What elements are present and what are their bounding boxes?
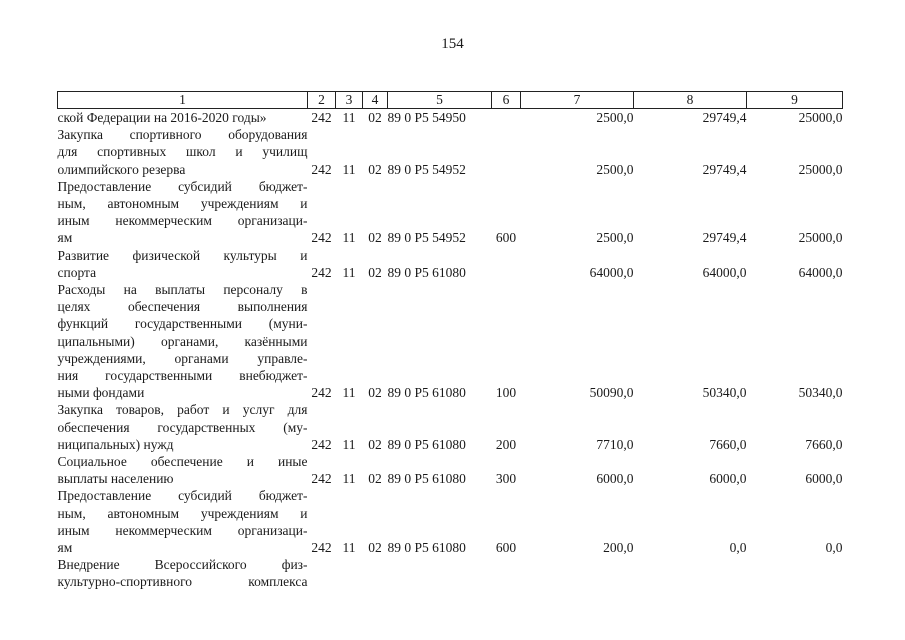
cell-grbs: [308, 556, 336, 590]
cell-grbs: 242: [311, 385, 332, 401]
col-header-8: 8: [634, 92, 747, 109]
cell-expense-type: [492, 556, 521, 590]
cell-amount-col7: 64000,0: [589, 264, 634, 280]
cell-subsection: 02: [368, 230, 382, 246]
description-line: иным некоммерческим организаци-: [57, 522, 308, 538]
cell-description: [58, 178, 308, 247]
cell-expense-type: 600: [495, 540, 517, 556]
cell-target-article: 89 0 P5 61080: [387, 385, 466, 401]
cell-amount-col9: 6000,0: [805, 471, 843, 487]
cell-expense-type: 300: [495, 471, 517, 487]
table-row: [58, 281, 843, 401]
description-line: ными фондами: [57, 385, 145, 401]
cell-amount-col9: 50340,0: [798, 385, 843, 401]
col-header-2: 2: [308, 92, 336, 109]
cell-section: 11: [342, 230, 356, 246]
cell-expense-type: [492, 126, 521, 178]
cell-expense-type: 100: [495, 385, 517, 401]
col-header-6: 6: [492, 92, 521, 109]
cell-expense-type: [492, 247, 521, 281]
cell-amount-col7: 7710,0: [596, 436, 634, 452]
description-line: культурно-спортивного комплекса: [57, 574, 308, 590]
col-header-4: 4: [363, 92, 388, 109]
cell-description: [58, 401, 308, 453]
table-row: [58, 126, 843, 178]
cell-section: 11: [342, 161, 356, 177]
table-row: [58, 453, 843, 487]
description-line: ской Федерации на 2016-2020 годы»: [57, 110, 267, 125]
cell-amount-col9: 7660,0: [805, 436, 843, 452]
cell-target-article: [388, 556, 492, 590]
cell-amount-col7: 6000,0: [596, 471, 634, 487]
cell-amount-col7: [521, 556, 634, 590]
header-row: [58, 92, 843, 109]
cell-grbs: 242: [311, 540, 332, 556]
description-line: Закупка спортивного оборудования: [57, 127, 308, 143]
cell-target-article: 89 0 P5 54952: [387, 161, 466, 177]
table-row: [58, 487, 843, 556]
page-number: 154: [441, 36, 464, 52]
cell-grbs: 242: [311, 264, 332, 280]
description-line: целях обеспечения выполнения: [57, 299, 308, 315]
cell-amount-col8: 50340,0: [702, 385, 747, 401]
cell-amount-col9: [747, 556, 843, 590]
description-line: Предоставление субсидий бюджет-: [57, 178, 308, 194]
cell-amount-col9: 25000,0: [798, 230, 843, 246]
cell-subsection: 02: [368, 385, 382, 401]
cell-subsection: 02: [368, 264, 382, 280]
table-row: [58, 401, 843, 453]
cell-grbs: 242: [311, 230, 332, 246]
description-line: ям: [57, 230, 73, 246]
description-line: обеспечения государственных (му-: [57, 419, 308, 435]
cell-amount-col8: 64000,0: [702, 264, 747, 280]
cell-target-article: 89 0 P5 61080: [387, 471, 466, 487]
cell-amount-col7: 200,0: [603, 540, 634, 556]
cell-amount-col7: 2500,0: [596, 161, 634, 177]
cell-section: 11: [342, 264, 356, 280]
cell-amount-col7: 50090,0: [589, 385, 634, 401]
cell-target-article: 89 0 P5 54950: [387, 110, 466, 125]
cell-amount-col7: 2500,0: [596, 230, 634, 246]
cell-expense-type: 600: [495, 230, 517, 246]
description-line: олимпийского резерва: [57, 161, 186, 177]
description-line: ным, автономным учреждениям и: [57, 505, 308, 521]
cell-grbs: 242: [311, 110, 332, 125]
description-line: ципальными) органами, казёнными: [57, 333, 308, 349]
description-line: спорта: [57, 264, 97, 280]
table-row: [58, 247, 843, 281]
cell-amount-col9: 0,0: [825, 540, 843, 556]
cell-subsection: 02: [368, 161, 382, 177]
cell-section: 11: [342, 385, 356, 401]
cell-section: 11: [342, 436, 356, 452]
cell-expense-type: [492, 109, 521, 127]
cell-description: [58, 453, 308, 487]
cell-amount-col7: 2500,0: [596, 110, 634, 125]
cell-subsection: [363, 556, 388, 590]
cell-amount-col8: 6000,0: [709, 471, 747, 487]
description-line: Расходы на выплаты персоналу в: [57, 282, 308, 298]
cell-description: [58, 126, 308, 178]
cell-section: 11: [342, 540, 356, 556]
table-row: [58, 556, 843, 590]
table-body: [58, 109, 843, 591]
cell-amount-col9: 25000,0: [798, 161, 843, 177]
cell-amount-col8: 29749,4: [702, 161, 747, 177]
cell-expense-type: 200: [495, 436, 517, 452]
cell-amount-col8: 29749,4: [702, 230, 747, 246]
cell-description: [58, 109, 308, 127]
cell-description: [58, 556, 308, 590]
cell-description: [58, 281, 308, 401]
description-line: ния государственными внебюджет-: [57, 368, 308, 384]
description-line: Предоставление субсидий бюджет-: [57, 488, 308, 504]
description-line: Внедрение Всероссийского физ-: [57, 557, 308, 573]
cell-section: 11: [342, 471, 356, 487]
cell-amount-col8: [634, 556, 747, 590]
description-line: Закупка товаров, работ и услуг для: [57, 402, 308, 418]
cell-target-article: 89 0 P5 61080: [387, 436, 466, 452]
cell-subsection: 02: [368, 110, 382, 125]
col-header-1: 1: [58, 92, 308, 109]
description-line: ниципальных) нужд: [57, 436, 174, 452]
cell-grbs: 242: [311, 161, 332, 177]
cell-subsection: 02: [368, 471, 382, 487]
cell-target-article: 89 0 P5 61080: [387, 540, 466, 556]
col-header-9: 9: [747, 92, 843, 109]
cell-amount-col8: 0,0: [729, 540, 747, 556]
cell-amount-col8: 29749,4: [702, 110, 747, 125]
cell-section: 11: [342, 110, 356, 125]
description-line: Развитие физической культуры и: [57, 247, 308, 263]
description-line: ям: [57, 540, 73, 556]
cell-subsection: 02: [368, 540, 382, 556]
cell-target-article: 89 0 P5 61080: [387, 264, 466, 280]
cell-grbs: 242: [311, 436, 332, 452]
table-row: [58, 178, 843, 247]
cell-amount-col9: 64000,0: [798, 264, 843, 280]
cell-subsection: 02: [368, 436, 382, 452]
budget-table: [57, 91, 843, 591]
description-line: для спортивных школ и училищ: [57, 144, 308, 160]
col-header-5: 5: [388, 92, 492, 109]
description-line: функций государственными (муни-: [57, 316, 308, 332]
cell-amount-col9: 25000,0: [798, 110, 843, 125]
description-line: выплаты населению: [57, 471, 174, 487]
cell-amount-col8: 7660,0: [709, 436, 747, 452]
col-header-7: 7: [521, 92, 634, 109]
cell-grbs: 242: [311, 471, 332, 487]
cell-target-article: 89 0 P5 54952: [387, 230, 466, 246]
table-row: [58, 109, 843, 127]
description-line: ным, автономным учреждениям и: [57, 196, 308, 212]
col-header-3: 3: [336, 92, 363, 109]
cell-section: [336, 556, 363, 590]
description-line: Социальное обеспечение и иные: [57, 454, 308, 470]
cell-description: [58, 247, 308, 281]
description-line: учреждениями, органами управле-: [57, 350, 308, 366]
description-line: иным некоммерческим организаци-: [57, 213, 308, 229]
cell-description: [58, 487, 308, 556]
